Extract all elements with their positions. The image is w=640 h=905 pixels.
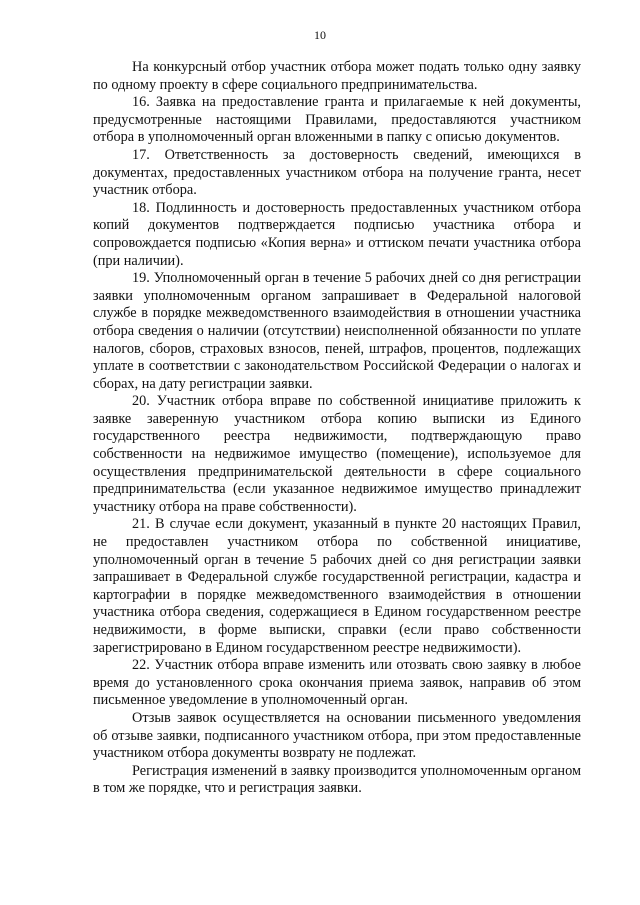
paragraph-20: 20. Участник отбора вправе по собственной инициативе приложить к заявке заверенную участником отбора копию выписки из Единого государственного реестра недвижимости, подтверждающую право собственности на недвижимое имущество (помещение), используемое для осуществления предпринимательской деятельности в сфере социального предпринимательства (если указанное недвижимое имущество принадлежит участнику отбора на праве собственности). (93, 393, 581, 515)
paragraph-registration: Регистрация изменений в заявку производится уполномоченным органом в том же порядке, что и регистрация заявки. (93, 762, 581, 797)
paragraph-19: 19. Уполномоченный орган в течение 5 рабочих дней со дня регистрации заявки уполномоченным органом запрашивает в Федеральной налоговой службе в порядке межведомственного взаимодействия в отношении участника отбора сведения о наличии (отсутствии) неисполненной обязанности по уплате налогов, сборов, страховых взносов, пеней, штрафов, процентов, подлежащих уплате в соответствии с законодательством Российской Федерации о налогах и сборах, на дату регистрации заявки. (93, 270, 581, 392)
paragraph-18: 18. Подлинность и достоверность предоставленных участником отбора копий документов подтверждается подписью участника отбора и сопровождается подписью «Копия верна» и оттиском печати участника отбора (при наличии). (93, 199, 581, 269)
paragraph-22: 22. Участник отбора вправе изменить или отозвать свою заявку в любое время до установленного срока окончания приема заявок, направив об этом письменное уведомление в уполномоченный орган. (93, 657, 581, 709)
document-body (93, 59, 581, 798)
paragraph-withdrawal: Отзыв заявок осуществляется на основании письменного уведомления об отзыве заявки, подписанного участником отбора, при этом предоставленные участником отбора документы возврату не подлежат. (93, 709, 581, 762)
paragraph-16: 16. Заявка на предоставление гранта и прилагаемые к ней документы, предусмотренные настоящими Правилами, предоставляются участником отбора в уполномоченный орган вложенными в папку с описью документов. (93, 94, 581, 146)
paragraph-intro: На конкурсный отбор участник отбора может подать только одну заявку по одному проекту в сфере социального предпринимательства. (93, 59, 581, 93)
paragraph-17: 17. Ответственность за достоверность сведений, имеющихся в документах, предоставленных участником отбора на получение гранта, несет участник отбора. (93, 146, 581, 199)
page-number: 10 (314, 28, 326, 42)
paragraph-21: 21. В случае если документ, указанный в пункте 20 настоящих Правил, не предоставлен участником отбора по собственной инициативе, уполномоченный орган в течение 5 рабочих дней со дня регистрации заявки запрашивает в Федеральной службе государственной регистрации, кадастра и картографии в порядке межведомственного взаимодействия в отношении участника отбора сведения, содержащиеся в Едином государственном реестре недвижимости, в форме выписки, справки (если право собственности зарегистрировано в Едином государственном реестре недвижимости). (93, 516, 581, 656)
